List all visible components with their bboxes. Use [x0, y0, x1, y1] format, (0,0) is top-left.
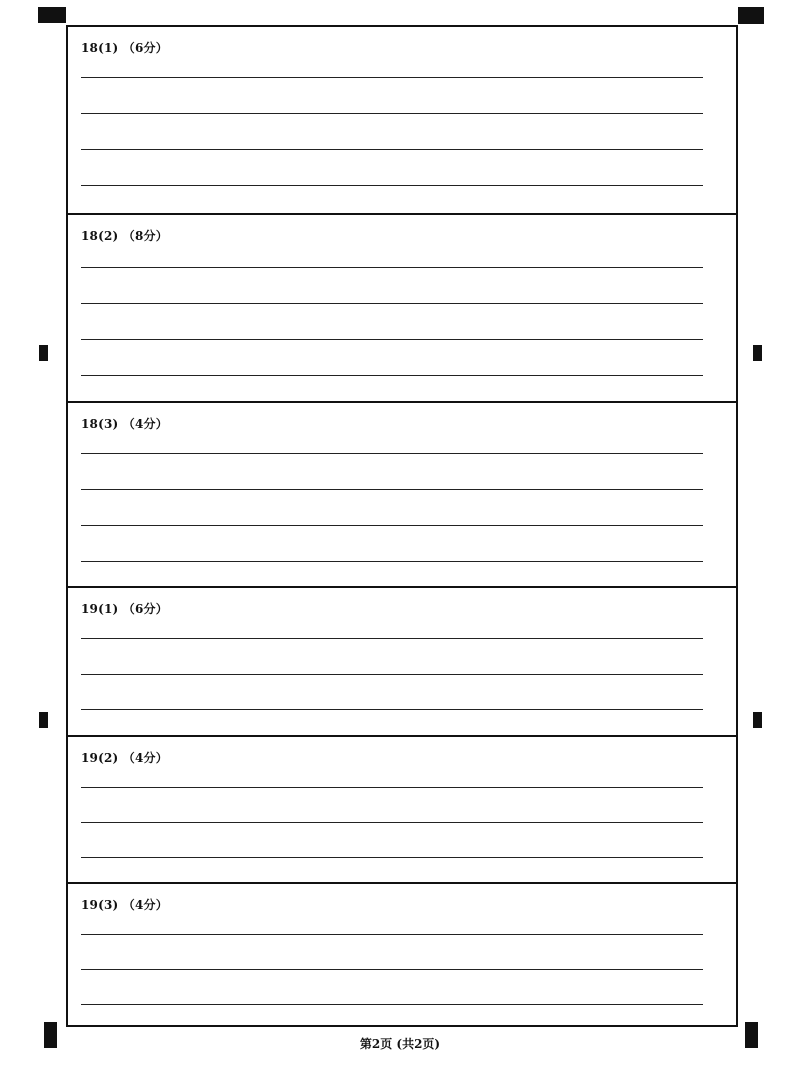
answer-line: [81, 113, 703, 114]
answer-line: [81, 822, 703, 823]
alignment-mark-left-upper: [39, 345, 48, 361]
answer-box-18-2[interactable]: [68, 213, 736, 401]
answer-line: [81, 453, 703, 454]
answer-line: [81, 709, 703, 710]
answer-line: [81, 375, 703, 376]
alignment-mark-top-left: [38, 7, 66, 23]
answer-line: [81, 489, 703, 490]
page-number: 第2页 (共2页): [359, 1037, 441, 1051]
answer-box-19-3[interactable]: [68, 882, 736, 1025]
answer-line: [81, 638, 703, 639]
answer-line: [81, 267, 703, 268]
answer-line: [81, 77, 703, 78]
answer-box-18-1[interactable]: [68, 27, 736, 213]
question-label: 18(3) （4分）: [81, 417, 168, 431]
answer-line: [81, 857, 703, 858]
question-label: 18(2) （8分）: [81, 229, 168, 243]
answer-sheet: [66, 25, 738, 1027]
answer-box-18-3[interactable]: [68, 401, 736, 586]
answer-box-19-2[interactable]: [68, 735, 736, 882]
answer-line: [81, 525, 703, 526]
alignment-mark-left-lower: [39, 712, 48, 728]
alignment-mark-right-lower: [753, 712, 762, 728]
answer-line: [81, 969, 703, 970]
answer-line: [81, 185, 703, 186]
question-label: 19(2) （4分）: [81, 751, 168, 765]
alignment-mark-right-upper: [753, 345, 762, 361]
alignment-mark-top-right: [738, 7, 764, 24]
question-label: 19(3) （4分）: [81, 898, 168, 912]
answer-line: [81, 934, 703, 935]
answer-box-19-1[interactable]: [68, 586, 736, 735]
answer-line: [81, 674, 703, 675]
question-label: 19(1) （6分）: [81, 602, 168, 616]
answer-line: [81, 339, 703, 340]
answer-line: [81, 303, 703, 304]
question-label: 18(1) （6分）: [81, 41, 168, 55]
answer-line: [81, 787, 703, 788]
answer-line: [81, 1004, 703, 1005]
answer-line: [81, 561, 703, 562]
answer-line: [81, 149, 703, 150]
